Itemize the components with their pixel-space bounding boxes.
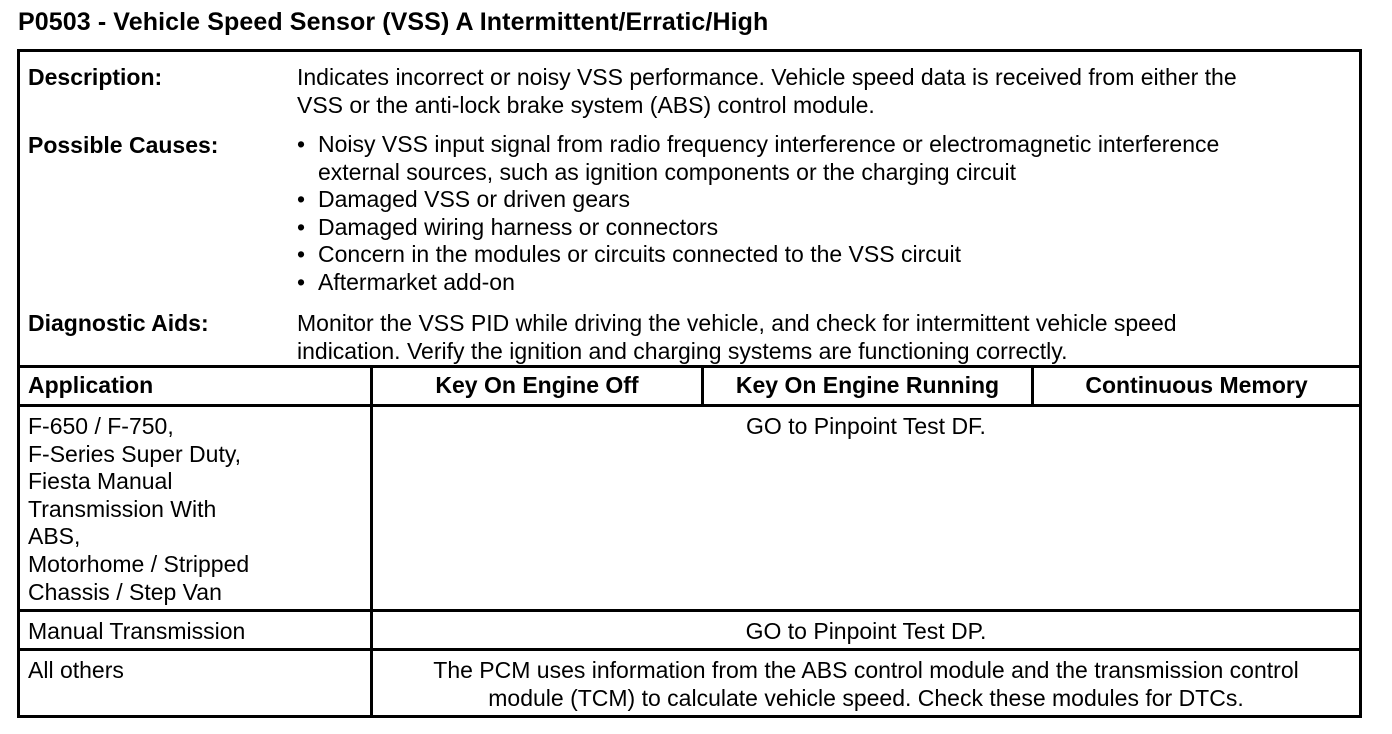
list-item-line: Concern in the modules or circuits connected to the VSS circuit (318, 241, 962, 268)
cell-line: ABS, (28, 523, 81, 550)
column-header-continuous-memory: Continuous Memory (1085, 372, 1308, 398)
divider (20, 609, 1359, 612)
description-line: VSS or the anti-lock brake system (ABS) control module. (297, 92, 875, 118)
diagnostic-aids-text (297, 309, 1355, 365)
table-row-application (28, 618, 366, 646)
bullet-icon: • (297, 213, 306, 240)
cell-line: The PCM uses information from the ABS control module and the transmission control (433, 657, 1299, 683)
table-row-action (373, 413, 1359, 441)
cell-line: Manual Transmission (28, 618, 246, 644)
list-item-line: Noisy VSS input signal from radio frequency interference or electromagnetic interference (318, 131, 1220, 157)
cell-line: F-Series Super Duty, (28, 440, 242, 467)
dtc-table (17, 49, 1362, 718)
cell-line: Transmission With (28, 495, 217, 522)
cell-line: Fiesta Manual (28, 468, 173, 495)
page-title: P0503 - Vehicle Speed Sensor (VSS) A Intermittent/Erratic/High (18, 8, 769, 36)
bullet-icon: • (297, 186, 306, 213)
description-line: Indicates incorrect or noisy VSS performance. Vehicle speed data is received from either the (297, 64, 1237, 90)
column-header-koeo: Key On Engine Off (435, 372, 639, 398)
cell-line: All others (28, 657, 124, 683)
list-item-line: Damaged VSS or driven gears (318, 186, 630, 213)
list-item-line: Damaged wiring harness or connectors (318, 213, 719, 240)
list-item-line: Aftermarket add-on (318, 268, 515, 295)
divider (20, 648, 1359, 651)
table-row-action (373, 657, 1359, 712)
possible-causes-list (297, 131, 1355, 297)
info-section (20, 52, 1359, 367)
list-item-line: external sources, such as ignition components or the charging circuit (318, 158, 1017, 185)
possible-causes-label: Possible Causes: (28, 132, 219, 158)
list-item (297, 214, 1355, 242)
list-item (297, 269, 1355, 297)
diagnostic-aids-line: indication. Verify the ignition and charging systems are functioning correctly. (297, 338, 1068, 364)
cell-line: F-650 / F-750, (28, 413, 174, 439)
table-row-action (373, 618, 1359, 646)
cell-line: GO to Pinpoint Test DF. (746, 413, 986, 439)
description-label: Description: (28, 64, 163, 90)
diagnostic-aids-label: Diagnostic Aids: (28, 310, 209, 336)
list-item (297, 131, 1355, 186)
bullet-icon: • (297, 131, 306, 157)
cell-line: GO to Pinpoint Test DP. (745, 618, 987, 644)
list-item (297, 241, 1355, 269)
description-text (297, 63, 1355, 119)
table-row-application (28, 657, 366, 685)
cell-line: module (TCM) to calculate vehicle speed. Check these modules for DTCs. (488, 684, 1244, 711)
cell-line: Motorhome / Stripped (28, 550, 250, 577)
divider (20, 404, 1359, 407)
column-header-koer: Key On Engine Running (735, 372, 1000, 398)
table-row-application (28, 413, 366, 606)
column-header-application: Application (28, 372, 154, 398)
bullet-icon: • (297, 241, 306, 268)
list-item (297, 186, 1355, 214)
cell-line: Chassis / Step Van (28, 578, 222, 605)
bullet-icon: • (297, 268, 306, 295)
diagnostic-aids-line: Monitor the VSS PID while driving the vehicle, and check for intermittent vehicle speed (297, 310, 1177, 336)
